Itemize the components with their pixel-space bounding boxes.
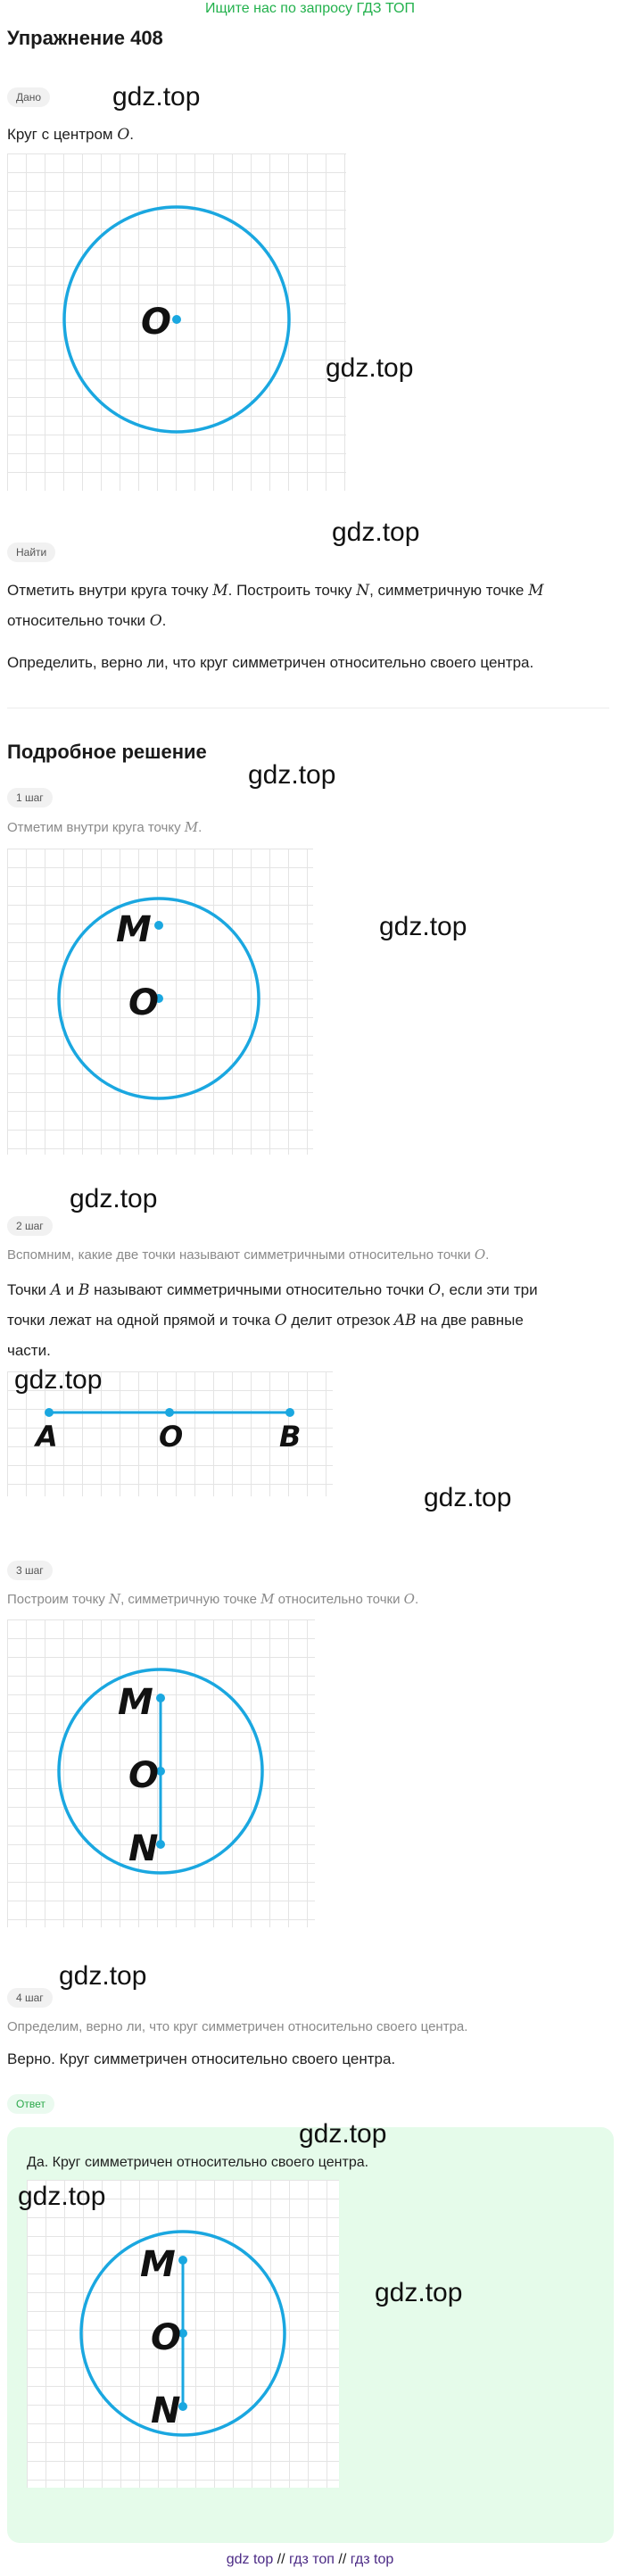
- watermark: gdz.top: [14, 1365, 103, 1395]
- label-B: B: [279, 1420, 302, 1454]
- answer-pill: Ответ: [7, 2094, 54, 2114]
- watermark: gdz.top: [424, 1483, 512, 1512]
- find-line-2: относительно точки O.: [7, 612, 167, 630]
- footer-sep: //: [277, 2552, 285, 2567]
- solution-title: Подробное решение: [7, 741, 207, 763]
- step4-pill: 4 шаг: [7, 1988, 53, 2008]
- step2-line-3: части.: [7, 1342, 51, 1359]
- footer-links: [0, 2552, 620, 2568]
- watermark: gdz.top: [59, 1961, 147, 1991]
- answer-text: Да. Круг симметричен относительно своего центра.: [27, 2155, 369, 2170]
- step3-figure: [7, 1619, 315, 1927]
- watermark: gdz.top: [379, 912, 467, 941]
- step1-figure: [7, 849, 313, 1155]
- step4-text: Верно. Круг симметричен относительно своего центра.: [7, 2050, 396, 2067]
- watermark: gdz.top: [332, 518, 420, 547]
- label-O: O: [128, 982, 160, 1023]
- watermark: gdz.top: [326, 353, 414, 383]
- watermark: gdz.top: [18, 2182, 106, 2211]
- point-M: [156, 1694, 165, 1702]
- watermark: gdz.top: [112, 82, 201, 112]
- label-A: A: [36, 1420, 58, 1454]
- find-line-3: Определить, верно ли, что круг симметричен относительно своего центра.: [7, 654, 534, 671]
- step2-line-2: точки лежат на одной прямой и точка O делит отрезок AB на две равные: [7, 1312, 524, 1329]
- watermark: gdz.top: [299, 2119, 387, 2149]
- point-M: [154, 921, 163, 930]
- label-N: N: [151, 2390, 181, 2431]
- find-line-1: Отметить внутри круга точку M. Построить точку N, симметричную точке M: [7, 582, 544, 600]
- watermark: gdz.top: [248, 760, 336, 790]
- step2-line-1: Точки A и B называют симметричными относительно точки O, если эти три: [7, 1281, 538, 1299]
- step2-pill: 2 шаг: [7, 1216, 53, 1236]
- page-title: Упражнение 408: [7, 27, 163, 49]
- label-M: M: [116, 909, 152, 950]
- label-O: O: [128, 1755, 160, 1796]
- step1-pill: 1 шаг: [7, 788, 53, 808]
- footer-link-3[interactable]: гдз top: [350, 2552, 394, 2567]
- step1-text: Отметим внутри круга точку M.: [7, 819, 203, 835]
- given-text: Круг с центром O.: [7, 126, 134, 144]
- label-O: O: [151, 2317, 182, 2358]
- watermark: gdz.top: [375, 2278, 463, 2307]
- watermark: gdz.top: [70, 1184, 158, 1213]
- given-pill: Дано: [7, 87, 50, 107]
- footer-link-1[interactable]: gdz top: [226, 2552, 274, 2567]
- step3-text: Построим точку N, симметричную точке M относительно точки O.: [7, 1591, 419, 1607]
- point-O: [165, 1408, 174, 1417]
- given-figure: [7, 153, 346, 491]
- step3-pill: 3 шаг: [7, 1561, 53, 1580]
- point-M: [178, 2256, 187, 2265]
- point-B: [285, 1408, 294, 1417]
- search-banner[interactable]: Ищите нас по запросу ГДЗ ТОП: [205, 1, 415, 16]
- footer-sep: //: [338, 2552, 347, 2567]
- footer-link-2[interactable]: гдз топ: [289, 2552, 335, 2567]
- label-M: M: [118, 1682, 153, 1723]
- step4-muted: Определим, верно ли, что круг симметричен относительно своего центра.: [7, 2019, 468, 2034]
- point-A: [45, 1408, 54, 1417]
- answer-figure: [27, 2180, 339, 2488]
- label-O: O: [159, 1420, 184, 1454]
- label-O: O: [141, 302, 172, 343]
- label-N: N: [128, 1828, 159, 1869]
- find-pill: Найти: [7, 543, 55, 562]
- step2-muted: Вспомним, какие две точки называют симметричными относительно точки O.: [7, 1247, 490, 1263]
- center-point: [172, 315, 181, 324]
- label-M: M: [140, 2244, 176, 2285]
